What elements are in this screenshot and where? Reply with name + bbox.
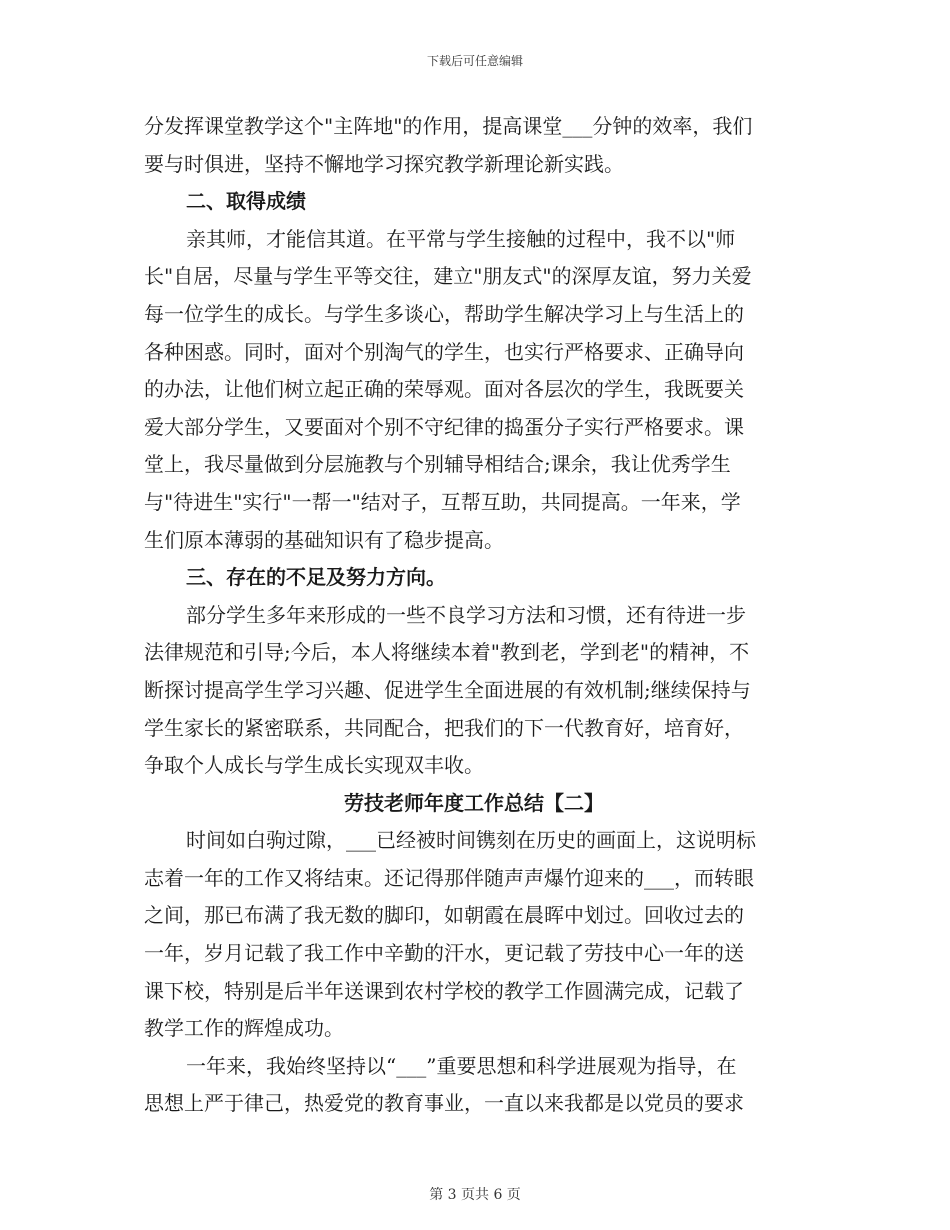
section-heading: 二、取得成绩 — [186, 189, 306, 214]
text-line: 教学工作的辉煌成功。 — [144, 1016, 344, 1041]
text-line: 思想上严于律己，热爱党的教育事业，一直以来我都是以党员的要求 — [144, 1091, 744, 1116]
text-line: 亲其师，才能信其道。在平常与学生接触的过程中，我不以"师 — [186, 226, 736, 251]
text-line: 争取个人成长与学生成长实现双丰收。 — [144, 753, 484, 778]
text-line: 部分学生多年来形成的一些不良学习方法和习惯，还有待进一步 — [186, 602, 746, 627]
text-line: 断探讨提高学生学习兴趣、促进学生全面进展的有效机制;继续保持与 — [144, 677, 751, 702]
text-line: 各种困惑。同时，面对个别淘气的学生，也实行严格要求、正确导向 — [144, 339, 744, 364]
text-line: 与"待进生"实行"一帮一"结对子，互帮互助，共同提高。一年来，学 — [144, 489, 741, 514]
document-body — [144, 108, 804, 1123]
text-line: 的办法，让他们树立起正确的荣辱观。面对各层次的学生，我既要关 — [144, 377, 744, 402]
text-line: 爱大部分学生，又要面对个别不守纪律的捣蛋分子实行严格要求。课 — [144, 414, 744, 439]
text-line: 时间如白驹过隙，___已经被时间镌刻在历史的画面上，这说明标 — [186, 828, 756, 853]
text-line: 生们原本薄弱的基础知识有了稳步提高。 — [144, 527, 504, 552]
text-line: 堂上，我尽量做到分层施教与个别辅导相结合;课余，我让优秀学生 — [144, 452, 731, 477]
article-title: 劳技老师年度工作总结【二】 — [344, 790, 604, 815]
text-line: 法律规范和引导;今后，本人将继续本着"教到老，学到老"的精神，不 — [144, 640, 750, 665]
text-line: 一年，岁月记载了我工作中辛勤的汗水，更记载了劳技中心一年的送 — [144, 941, 744, 966]
text-line: 志着一年的工作又将结束。还记得那伴随声声爆竹迎来的___，而转眼 — [144, 865, 754, 890]
text-line: 一年来，我始终坚持以“___”重要思想和科学进展观为指导，在 — [186, 1053, 737, 1078]
text-line: 课下校，特别是后半年送课到农村学校的教学工作圆满完成，记载了 — [144, 978, 744, 1003]
text-line: 每一位学生的成长。与学生多谈心，帮助学生解决学习上与生活上的 — [144, 301, 744, 326]
page-header: 下载后可任意编辑 — [426, 54, 523, 68]
page-footer: 第 3 页共 6 页 — [429, 1187, 521, 1203]
text-line: 长"自居，尽量与学生平等交往，建立"朋友式"的深厚友谊，努力关爱 — [144, 264, 752, 289]
text-line: 之间，那已布满了我无数的脚印，如朝霞在晨晖中划过。回收过去的 — [144, 903, 744, 928]
text-line: 分发挥课堂教学这个"主阵地"的作用，提高课堂___分钟的效率，我们 — [144, 114, 753, 138]
text-line: 学生家长的紧密联系，共同配合，把我们的下一代教育好，培育好， — [144, 715, 744, 740]
section-heading: 三、存在的不足及努力方向。 — [186, 565, 446, 590]
text-line: 要与时俱进，坚持不懈地学习探究教学新理论新实践。 — [144, 151, 624, 176]
